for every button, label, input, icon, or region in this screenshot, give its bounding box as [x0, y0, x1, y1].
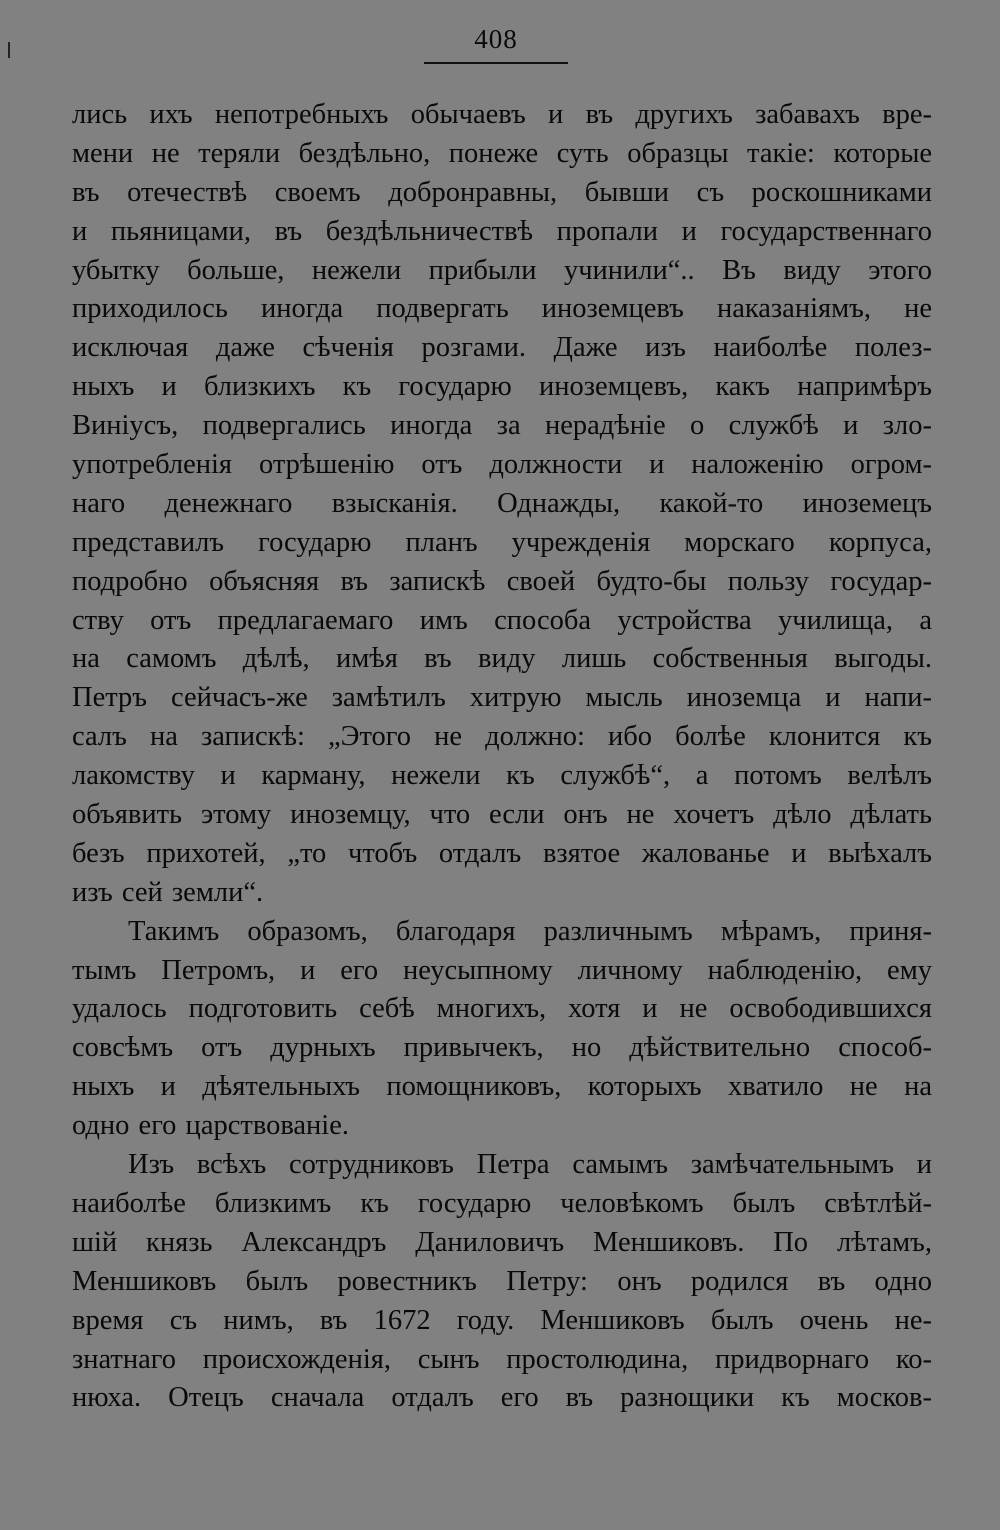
text-line: наго денежнаго взысканія. Однажды, какой-то иноземецъ	[72, 487, 932, 519]
paragraph	[72, 96, 932, 913]
text-line: Меншиковъ былъ ровестникъ Петру: онъ родился въ одно	[72, 1265, 932, 1297]
text-line: тымъ Петромъ, и его неусыпному личному наблюденію, ему	[72, 954, 932, 986]
text-line: Виніусъ, подвергались иногда за нерадѣніе о службѣ и зло-	[72, 410, 932, 442]
paragraph	[72, 1146, 932, 1418]
text-line: Изъ всѣхъ сотрудниковъ Петра самымъ замѣчательнымъ и	[128, 1149, 932, 1181]
text-line: Петръ сейчасъ-же замѣтилъ хитрую мысль иноземца и напи-	[72, 682, 932, 714]
text-line: лакомству и карману, нежели къ службѣ“, а потомъ велѣлъ	[72, 760, 932, 792]
text-line: Такимъ образомъ, благодаря различнымъ мѣрамъ, приня-	[128, 915, 932, 947]
text-line: употребленія отрѣшенію отъ должности и наложенію огром-	[72, 449, 932, 481]
text-line: исключая даже сѣченія розгами. Даже изъ наиболѣе полез-	[72, 332, 932, 364]
text-line: ныхъ и дѣятельныхъ помощниковъ, которыхъ хватило не на	[72, 1071, 932, 1103]
text-line: мени не теряли бездѣльно, понеже суть образцы такіе: которые	[72, 137, 932, 169]
text-line: и пьяницами, въ бездѣльничествѣ пропали и государственнаго	[72, 215, 932, 247]
text-line: представилъ государю планъ учрежденія морскаго корпуса,	[72, 526, 932, 558]
text-line: лись ихъ непотребныхъ обычаевъ и въ другихъ забавахъ вре-	[72, 99, 932, 130]
text-line: изъ сей земли“.	[72, 876, 264, 908]
text-line: шій князь Александръ Даниловичъ Меншиковъ. По лѣтамъ,	[72, 1226, 932, 1258]
text-line: на самомъ дѣлѣ, имѣя въ виду лишь собственныя выгоды.	[72, 643, 932, 675]
text-line: нюха. Отецъ сначала отдалъ его въ разнощики къ москов-	[72, 1382, 932, 1414]
text-line: убытку больше, нежели прибыли учинили“.. Въ виду этого	[72, 254, 932, 286]
text-line: совсѣмъ отъ дурныхъ привычекъ, но дѣйствительно способ-	[72, 1032, 932, 1064]
scan-edge-mark	[8, 42, 10, 58]
text-line: удалось подготовить себѣ многихъ, хотя и не освободившихся	[72, 993, 932, 1025]
text-line: время съ нимъ, въ 1672 году. Меншиковъ былъ очень не-	[72, 1304, 932, 1336]
text-line: одно его царствованіе.	[72, 1110, 350, 1142]
text-line: подробно объясняя въ запискѣ своей будто-бы пользу государ-	[72, 565, 932, 597]
text-line: безъ прихотей, „то чтобъ отдалъ взятое жалованье и выѣхалъ	[72, 837, 932, 869]
text-line: объявить этому иноземцу, что если онъ не хочетъ дѣло дѣлать	[72, 799, 932, 831]
text-line: наиболѣе близкимъ къ государю человѣкомъ былъ свѣтлѣй-	[72, 1187, 932, 1219]
body-text	[72, 96, 932, 1418]
page-number-rule	[424, 62, 568, 64]
text-line: ству отъ предлагаемаго имъ способа устройства училища, а	[72, 604, 932, 636]
text-line: знатнаго происхожденія, сынъ простолюдина, придворнаго ко-	[72, 1343, 932, 1375]
page-number: 408	[474, 24, 518, 54]
text-line: въ отечествѣ своемъ добронравны, бывши съ роскошниками	[72, 176, 932, 208]
text-line: приходилось иногда подвергать иноземцевъ наказаніямъ, не	[72, 293, 932, 325]
paragraph	[72, 913, 932, 1146]
text-line: салъ на запискѣ: „Этого не должно: ибо болѣе клонится къ	[72, 721, 932, 753]
text-line: ныхъ и близкихъ къ государю иноземцевъ, какъ напримѣръ	[72, 371, 932, 403]
